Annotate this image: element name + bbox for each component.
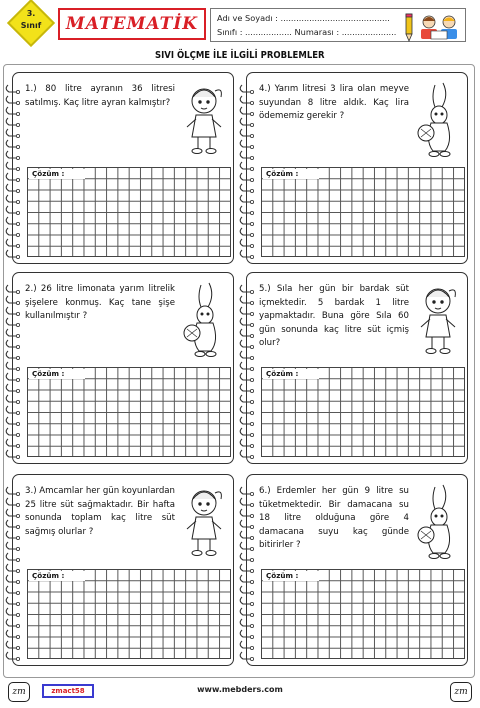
spiral-hole — [250, 635, 253, 638]
spiral-ring — [240, 395, 252, 402]
spiral-ring — [6, 531, 18, 538]
spiral-hole — [250, 123, 253, 126]
spiral-hole — [16, 189, 19, 192]
spiral-ring — [240, 329, 252, 336]
spiral-ring — [6, 318, 18, 325]
spiral-hole — [16, 222, 19, 225]
spiral-hole — [16, 492, 19, 495]
spiral-ring — [240, 151, 252, 158]
spiral-hole — [16, 301, 19, 304]
spiral-ring — [240, 406, 252, 413]
spiral-hole — [250, 222, 253, 225]
spiral-hole — [16, 290, 19, 293]
spiral-hole — [250, 591, 253, 594]
problem-card — [12, 474, 234, 666]
spiral-ring — [6, 553, 18, 560]
spiral-hole — [250, 301, 253, 304]
kids-reading-icon — [417, 13, 463, 41]
spiral-hole — [16, 200, 19, 203]
spiral-hole — [250, 244, 253, 247]
spiral-ring — [6, 217, 18, 224]
spiral-ring — [6, 107, 18, 114]
spiral-hole — [16, 101, 19, 104]
spiral-ring — [6, 417, 18, 424]
spiral-ring — [6, 373, 18, 380]
spiral-hole — [16, 367, 19, 370]
spiral-binding — [5, 79, 21, 259]
worksheet-code: zmact58 — [42, 684, 94, 698]
spiral-hole — [16, 178, 19, 181]
spiral-hole — [250, 602, 253, 605]
spiral-ring — [6, 597, 18, 604]
spiral-hole — [250, 189, 253, 192]
spiral-hole — [250, 455, 253, 458]
pencil-icon — [403, 12, 415, 42]
spiral-ring — [6, 162, 18, 169]
spiral-ring — [240, 564, 252, 571]
solution-label: Çözüm : — [263, 571, 319, 581]
spiral-ring — [6, 228, 18, 235]
spiral-hole — [16, 389, 19, 392]
spiral-ring — [240, 417, 252, 424]
spiral-ring — [6, 340, 18, 347]
grade-label: Sınıf — [20, 21, 42, 30]
spiral-ring — [6, 85, 18, 92]
spiral-ring — [6, 586, 18, 593]
spiral-hole — [16, 378, 19, 381]
problem-text: 5.) Sıla her gün bir bardak süt içmektedir. 5 bardak 1 litre yapmaktadır. Buna göre Sıla 60 gün sonunda kaç litre süt içmiş olur? — [259, 284, 409, 349]
spiral-hole — [250, 422, 253, 425]
spiral-hole — [16, 255, 19, 258]
spiral-hole — [16, 90, 19, 93]
spiral-hole — [16, 580, 19, 583]
spiral-hole — [250, 145, 253, 148]
spiral-hole — [16, 123, 19, 126]
spiral-ring — [6, 641, 18, 648]
spiral-hole — [16, 591, 19, 594]
spiral-ring — [6, 439, 18, 446]
subject-title: MATEMATİK — [65, 14, 199, 34]
spiral-ring — [240, 173, 252, 180]
spiral-ring — [6, 296, 18, 303]
spiral-binding — [5, 279, 21, 459]
spiral-hole — [250, 290, 253, 293]
problem-text: 4.) Yarım litresi 3 lira olan meyve suyundan 8 litre aldık. Kaç lira ödememiz gerekir ? — [259, 84, 409, 122]
spiral-hole — [250, 178, 253, 181]
spiral-ring — [240, 206, 252, 213]
spiral-hole — [250, 444, 253, 447]
spiral-ring — [240, 195, 252, 202]
spiral-ring — [6, 498, 18, 505]
spiral-hole — [16, 167, 19, 170]
spiral-ring — [6, 608, 18, 615]
spiral-hole — [16, 233, 19, 236]
spiral-hole — [250, 569, 253, 572]
solution-grid[interactable] — [261, 367, 465, 457]
subject-title-box — [58, 8, 206, 40]
solution-label: Çözüm : — [263, 169, 319, 179]
spiral-ring — [6, 250, 18, 257]
zm-logo-right: zm — [450, 682, 472, 702]
spiral-hole — [250, 514, 253, 517]
problem-card — [12, 72, 234, 264]
spiral-ring — [240, 296, 252, 303]
spiral-hole — [250, 646, 253, 649]
spiral-hole — [250, 525, 253, 528]
zm-logo-left: zm — [8, 682, 30, 702]
spiral-ring — [240, 250, 252, 257]
spiral-hole — [16, 547, 19, 550]
spiral-hole — [16, 558, 19, 561]
spiral-ring — [6, 542, 18, 549]
spiral-hole — [16, 433, 19, 436]
spiral-hole — [16, 422, 19, 425]
spiral-ring — [6, 520, 18, 527]
spiral-hole — [250, 323, 253, 326]
spiral-ring — [240, 553, 252, 560]
class-line: Sınıfı : .................. Numarası : ..................... — [217, 27, 397, 37]
spiral-binding — [239, 279, 255, 459]
spiral-ring — [6, 118, 18, 125]
solution-grid[interactable] — [261, 167, 465, 257]
spiral-ring — [6, 239, 18, 246]
spiral-hole — [16, 624, 19, 627]
solution-label: Çözüm : — [29, 571, 85, 581]
spiral-hole — [250, 580, 253, 583]
spiral-hole — [16, 323, 19, 326]
spiral-ring — [240, 162, 252, 169]
spiral-hole — [16, 455, 19, 458]
problem-card — [246, 272, 468, 464]
spiral-ring — [240, 509, 252, 516]
spiral-ring — [240, 318, 252, 325]
spiral-hole — [16, 635, 19, 638]
spiral-hole — [250, 657, 253, 660]
spiral-ring — [6, 151, 18, 158]
spiral-hole — [16, 112, 19, 115]
spiral-ring — [240, 184, 252, 191]
spiral-hole — [16, 156, 19, 159]
solution-label: Çözüm : — [263, 369, 319, 379]
spiral-hole — [250, 367, 253, 370]
girl-figure-icon — [181, 81, 227, 161]
spiral-hole — [250, 547, 253, 550]
spiral-ring — [6, 307, 18, 314]
spiral-ring — [6, 564, 18, 571]
bunny-figure-icon — [181, 281, 227, 361]
spiral-ring — [240, 619, 252, 626]
spiral-ring — [6, 173, 18, 180]
spiral-hole — [16, 244, 19, 247]
spiral-hole — [250, 112, 253, 115]
grade-number: 3. — [26, 9, 36, 18]
spiral-ring — [6, 384, 18, 391]
spiral-ring — [6, 129, 18, 136]
spiral-ring — [6, 184, 18, 191]
spiral-hole — [250, 312, 253, 315]
spiral-ring — [240, 85, 252, 92]
spiral-hole — [16, 503, 19, 506]
spiral-hole — [250, 211, 253, 214]
worksheet-header — [14, 4, 466, 44]
problem-text: 6.) Erdemler her gün 9 litre su tüketmektedir. Bir damacana su 18 litre olduğuna göre 4 damacana suyu kaç günde bitirirler ? — [259, 486, 409, 551]
spiral-hole — [16, 444, 19, 447]
spiral-hole — [250, 624, 253, 627]
student-info-box — [210, 8, 466, 42]
solution-label: Çözüm : — [29, 169, 85, 179]
spiral-ring — [240, 118, 252, 125]
spiral-hole — [250, 255, 253, 258]
spiral-hole — [250, 389, 253, 392]
spiral-hole — [16, 536, 19, 539]
spiral-binding — [239, 79, 255, 259]
spiral-ring — [6, 509, 18, 516]
spiral-hole — [250, 156, 253, 159]
spiral-ring — [240, 608, 252, 615]
spiral-hole — [250, 345, 253, 348]
spiral-ring — [240, 531, 252, 538]
spiral-hole — [250, 613, 253, 616]
spiral-hole — [16, 569, 19, 572]
spiral-ring — [240, 351, 252, 358]
spiral-ring — [240, 96, 252, 103]
spiral-hole — [16, 657, 19, 660]
spiral-ring — [240, 498, 252, 505]
spiral-ring — [240, 362, 252, 369]
spiral-ring — [240, 487, 252, 494]
spiral-ring — [6, 575, 18, 582]
spiral-ring — [6, 450, 18, 457]
spiral-hole — [16, 613, 19, 616]
spiral-hole — [250, 233, 253, 236]
problem-card — [246, 72, 468, 264]
problem-card — [12, 272, 234, 464]
spiral-ring — [240, 373, 252, 380]
spiral-hole — [250, 167, 253, 170]
spiral-ring — [240, 107, 252, 114]
spiral-binding — [239, 481, 255, 661]
solution-grid[interactable] — [27, 167, 231, 257]
spiral-ring — [6, 428, 18, 435]
spiral-ring — [6, 351, 18, 358]
spiral-hole — [16, 411, 19, 414]
spiral-ring — [240, 641, 252, 648]
spiral-hole — [16, 134, 19, 137]
spiral-hole — [250, 356, 253, 359]
spiral-hole — [16, 514, 19, 517]
spiral-hole — [250, 334, 253, 337]
spiral-hole — [16, 400, 19, 403]
spiral-ring — [6, 630, 18, 637]
solution-grid[interactable] — [27, 367, 231, 457]
spiral-hole — [16, 602, 19, 605]
spiral-ring — [240, 520, 252, 527]
spiral-ring — [240, 597, 252, 604]
spiral-hole — [250, 200, 253, 203]
spiral-ring — [6, 395, 18, 402]
spiral-ring — [6, 406, 18, 413]
bunny-figure-icon — [415, 483, 461, 563]
problem-card — [246, 474, 468, 666]
spiral-hole — [16, 334, 19, 337]
page-title-text: SIVI ÖLÇME İLE İLGİLİ PROBLEMLER — [155, 50, 325, 61]
spiral-ring — [6, 285, 18, 292]
spiral-ring — [240, 384, 252, 391]
spiral-hole — [250, 134, 253, 137]
spiral-hole — [250, 492, 253, 495]
solution-grid[interactable] — [27, 569, 231, 659]
spiral-hole — [250, 378, 253, 381]
name-line: Adı ve Soyadı : .......................................... — [217, 13, 390, 23]
spiral-hole — [250, 536, 253, 539]
spiral-ring — [6, 652, 18, 659]
spiral-hole — [16, 145, 19, 148]
spiral-ring — [240, 652, 252, 659]
spiral-ring — [240, 439, 252, 446]
spiral-ring — [240, 239, 252, 246]
spiral-ring — [240, 450, 252, 457]
spiral-hole — [250, 411, 253, 414]
spiral-ring — [6, 140, 18, 147]
bunny-figure-icon — [415, 81, 461, 161]
spiral-ring — [6, 329, 18, 336]
grade-text — [14, 8, 48, 38]
spiral-ring — [240, 428, 252, 435]
spiral-binding — [5, 481, 21, 661]
spiral-ring — [240, 307, 252, 314]
spiral-hole — [16, 312, 19, 315]
spiral-ring — [240, 630, 252, 637]
spiral-ring — [6, 362, 18, 369]
spiral-hole — [16, 211, 19, 214]
spiral-hole — [250, 558, 253, 561]
spiral-hole — [16, 646, 19, 649]
spiral-ring — [6, 619, 18, 626]
worksheet-footer — [0, 680, 480, 706]
spiral-hole — [16, 356, 19, 359]
spiral-ring — [240, 228, 252, 235]
problem-text: 3.) Amcamlar her gün koyunlardan 25 litre süt sağmaktadır. Bir hafta sonunda toplam kaç litre süt sağmış olurlar ? — [25, 486, 176, 537]
spiral-ring — [240, 340, 252, 347]
spiral-hole — [16, 345, 19, 348]
girl-figure-icon — [181, 483, 227, 563]
spiral-ring — [240, 129, 252, 136]
spiral-ring — [240, 140, 252, 147]
solution-grid[interactable] — [261, 569, 465, 659]
spiral-hole — [250, 433, 253, 436]
spiral-ring — [6, 206, 18, 213]
spiral-ring — [240, 217, 252, 224]
website-link[interactable]: www.mebders.com — [197, 685, 283, 694]
spiral-ring — [240, 542, 252, 549]
spiral-ring — [6, 487, 18, 494]
spiral-hole — [250, 90, 253, 93]
solution-label: Çözüm : — [29, 369, 85, 379]
problem-text: 2.) 26 litre limonata yarım litrelik şişelere konmuş. Kaç tane şişe kullanılmıştır ? — [25, 284, 175, 322]
spiral-hole — [250, 400, 253, 403]
spiral-ring — [240, 575, 252, 582]
spiral-hole — [250, 101, 253, 104]
spiral-hole — [250, 503, 253, 506]
girl-figure-icon — [415, 281, 461, 361]
problem-text: 1.) 80 litre ayranın 36 litresi satılmış. Kaç litre ayran kalmıştır? — [25, 84, 175, 108]
page-title — [0, 50, 480, 61]
spiral-ring — [240, 586, 252, 593]
spiral-ring — [240, 285, 252, 292]
spiral-hole — [16, 525, 19, 528]
spiral-ring — [6, 195, 18, 202]
spiral-ring — [6, 96, 18, 103]
